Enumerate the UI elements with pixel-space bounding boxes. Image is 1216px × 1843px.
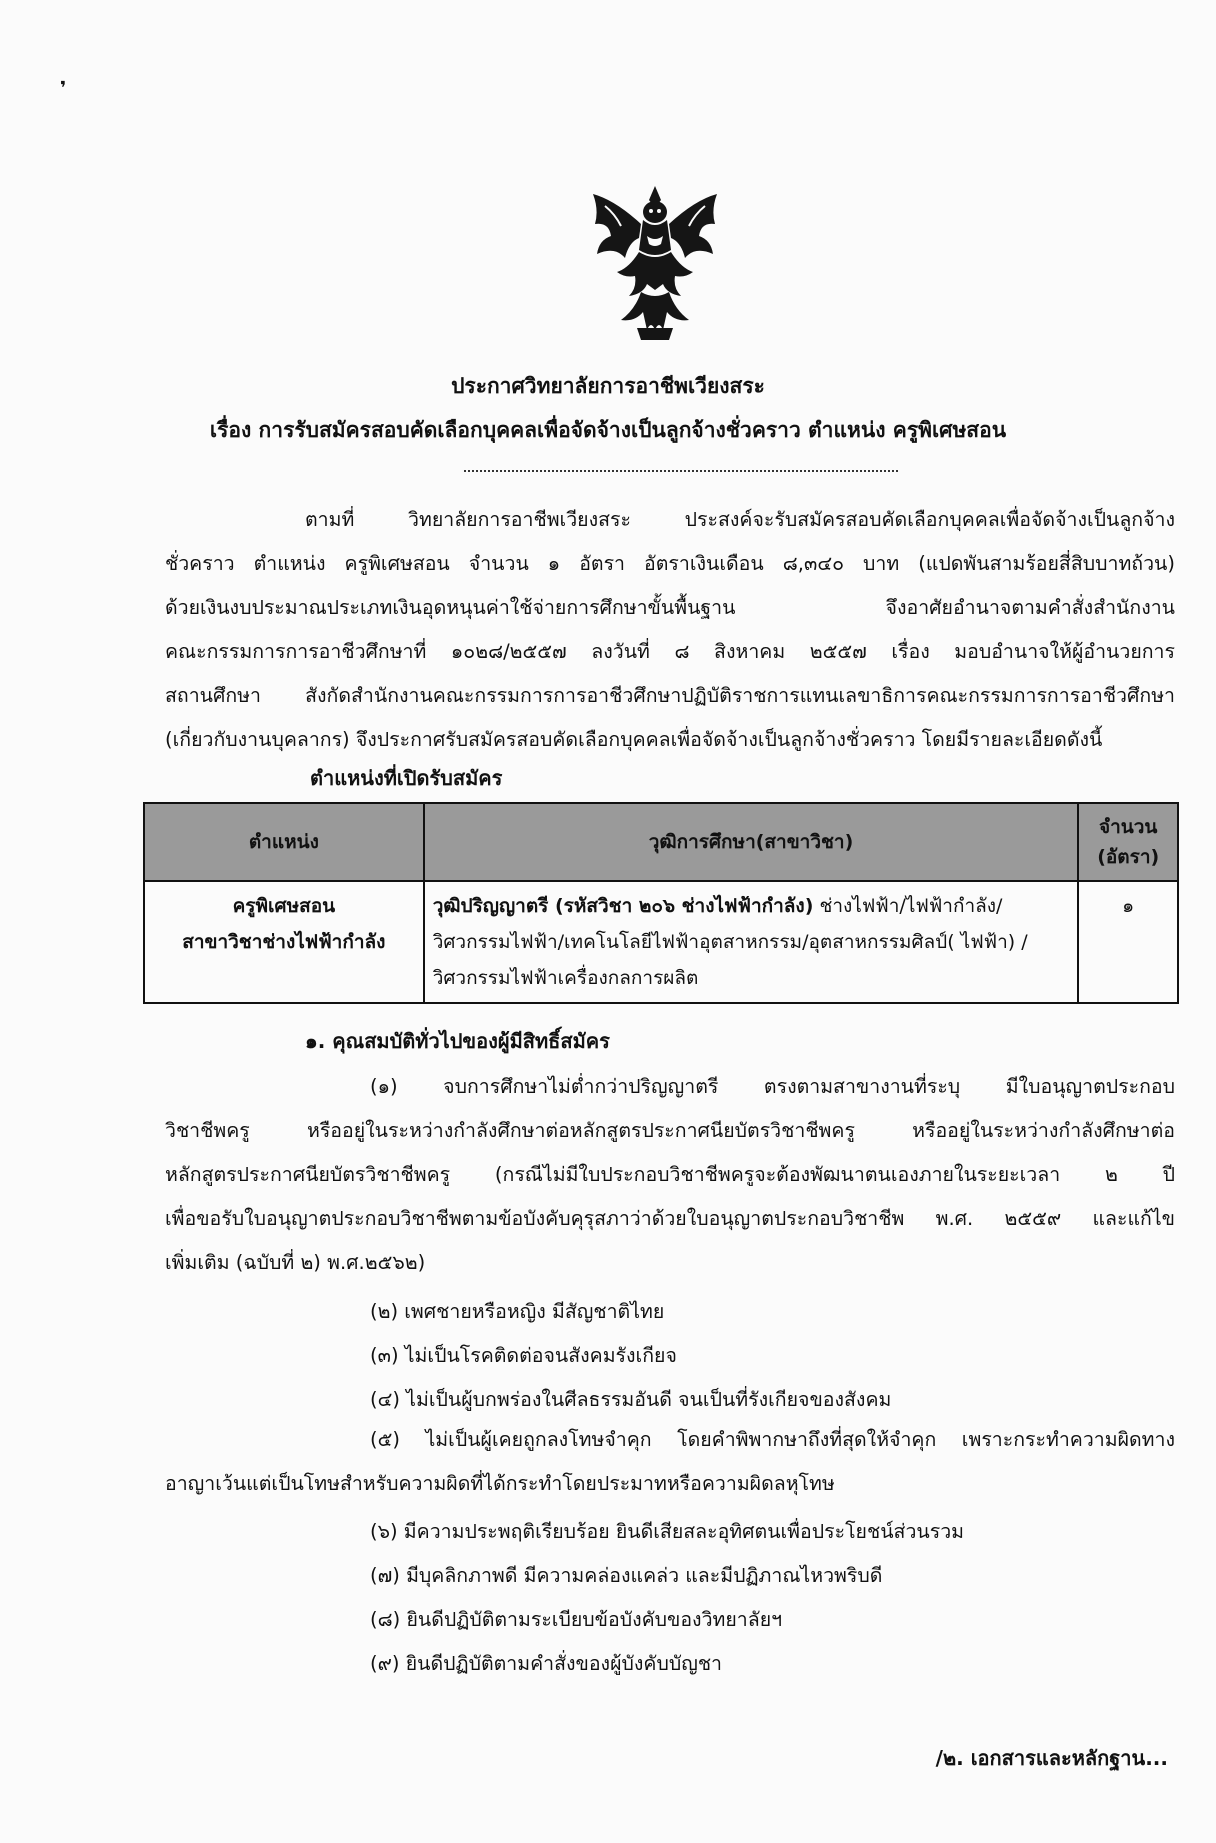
item1-line: เพิ่มเติม (ฉบับที่ ๒) พ.ศ.๒๕๖๒) [165,1251,426,1274]
header-count-line1: จำนวน [1098,816,1158,838]
section1-heading: ๑. คุณสมบัติทั่วไปของผู้มีสิทธิ์สมัคร [305,1029,610,1053]
intro-line: ชั่วคราว ตำแหน่ง ครูพิเศษสอน จำนวน ๑ อัตรา อัตราเงินเดือน ๘,๓๔๐ บาท (แปดพันสามร้อยสี่สิบบาทถ้วน) [165,552,1175,575]
table-header-row [144,803,1178,881]
item5-paragraph [165,1418,1175,1506]
qualification-line3: วิศวกรรมไฟฟ้าเครื่องกลการผลิต [432,967,699,989]
intro-line: สถานศึกษา สังกัดสำนักงานคณะกรรมการการอาชีวศึกษาปฏิบัติราชการแทนเลขาธิการคณะกรรมการการอาชีวศึกษา [165,684,1175,707]
intro-line: คณะกรรมการการอาชีวศึกษาที่ ๑๐๒๘/๒๕๕๗ ลงวันที่ ๘ สิงหาคม ๒๕๕๗ เรื่อง มอบอำนาจให้ผู้อำนวยการ [165,640,1175,663]
item5-line: (๕) ไม่เป็นผู้เคยถูกลงโทษจำคุก โดยคำพิพากษาถึงที่สุดให้จำคุก เพราะกระทำความผิดทาง [370,1428,1175,1451]
announcement-subject: เรื่อง การรับสมัครสอบคัดเลือกบุคคลเพื่อจัดจ้างเป็นลูกจ้างชั่วคราว ตำแหน่ง ครูพิเศษสอน [209,418,1007,442]
item1-line: เพื่อขอรับใบอนุญาตประกอบวิชาชีพตามข้อบังคับคุรุสภาว่าด้วยใบอนุญาตประกอบวิชาชีพ พ.ศ. ๒๕๕๙ และแก้ไข [165,1207,1175,1230]
table-row [144,881,1178,1003]
intro-line: ตามที่ วิทยาลัยการอาชีพเวียงสระ ประสงค์จะรับสมัครสอบคัดเลือกบุคคลเพื่อจัดจ้างเป็นลูกจ้าง [305,508,1175,531]
positions-heading: ตำแหน่งที่เปิดรับสมัคร [310,766,503,790]
item3: (๓) ไม่เป็นโรคติดต่อจนสังคมรังเกียจ [370,1344,677,1367]
positions-table [143,802,1179,1004]
header-qualification: วุฒิการศึกษา(สาขาวิชา) [424,803,1079,881]
item6: (๖) มีความประพฤติเรียบร้อย ยินดีเสียสละอุทิศตนเพื่อประโยชน์ส่วนรวม [370,1520,964,1543]
cell-qualification [424,881,1079,1003]
garuda-emblem-icon [585,180,725,348]
announcement-title: ประกาศวิทยาลัยการอาชีพเวียงสระ [451,374,765,398]
dotted-divider [464,470,898,472]
scan-mark: ❜ [60,78,67,99]
qualification-line2: วิศวกรรมไฟฟ้า/เทคโนโลยีไฟฟ้าอุตสาหกรรม/อุตสาหกรรมศิลป์( ไฟฟ้า) / [432,931,1028,953]
item1-line: (๑) จบการศึกษาไม่ต่ำกว่าปริญญาตรี ตรงตามสาขางานที่ระบุ มีใบอนุญาตประกอบ [370,1075,1175,1098]
item1-paragraph [165,1065,1175,1285]
header-position: ตำแหน่ง [144,803,424,881]
intro-line: (เกี่ยวกับงานบุคลากร) จึงประกาศรับสมัครสอบคัดเลือกบุคคลเพื่อจัดจ้างเป็นลูกจ้างชั่วคราว โดยมีรายละเอียดดังนี้ [165,728,1103,751]
qualification-majors: ช่างไฟฟ้า/ไฟฟ้ากำลัง/ [813,895,1003,917]
item9: (๙) ยินดีปฏิบัติตามคำสั่งของผู้บังคับบัญชา [370,1652,722,1675]
cell-position [144,881,424,1003]
item1-line: หลักสูตรประกาศนียบัตรวิชาชีพครู (กรณีไม่มีใบประกอบวิชาชีพครูจะต้องพัฒนาตนเองภายในระยะเวลา ๒ ปี [165,1163,1175,1186]
item8: (๘) ยินดีปฏิบัติตามระเบียบข้อบังคับของวิทยาลัยฯ [370,1608,783,1631]
position-name: ครูพิเศษสอน [232,895,336,917]
qualification-line1 [433,888,1070,924]
cell-count: ๑ [1078,881,1178,1003]
item5-line: อาญาเว้นแต่เป็นโทษสำหรับความผิดที่ได้กระทำโดยประมาทหรือความผิดลหุโทษ [165,1472,835,1495]
qualification-degree: วุฒิปริญญาตรี (รหัสวิชา ๒๐๖ ช่างไฟฟ้ากำลัง) [432,895,814,917]
item4: (๔) ไม่เป็นผู้บกพร่องในศีลธรรมอันดี จนเป็นที่รังเกียจของสังคม [370,1388,892,1411]
item7: (๗) มีบุคลิกภาพดี มีความคล่องแคล่ว และมีปฏิภาณไหวพริบดี [370,1564,883,1587]
intro-paragraph [165,498,1175,762]
item2: (๒) เพศชายหรือหญิง มีสัญชาติไทย [370,1300,665,1323]
header-count [1078,803,1178,881]
intro-line: ด้วยเงินงบประมาณประเภทเงินอุดหนุนค่าใช้จ่ายการศึกษาขั้นพื้นฐาน จึงอาศัยอำนาจตามคำสั่งสำนักงาน [165,596,1175,619]
position-field: สาขาวิชาช่างไฟฟ้ากำลัง [182,931,386,953]
header-count-line2: (อัตรา) [1097,846,1160,868]
continuation-note: /๒. เอกสารและหลักฐาน... [935,1746,1168,1770]
item1-line: วิชาชีพครู หรืออยู่ในระหว่างกำลังศึกษาต่อหลักสูตรประกาศนียบัตรวิชาชีพครู หรืออยู่ในระหว่างกำลังศึกษาต่อ [165,1119,1175,1142]
